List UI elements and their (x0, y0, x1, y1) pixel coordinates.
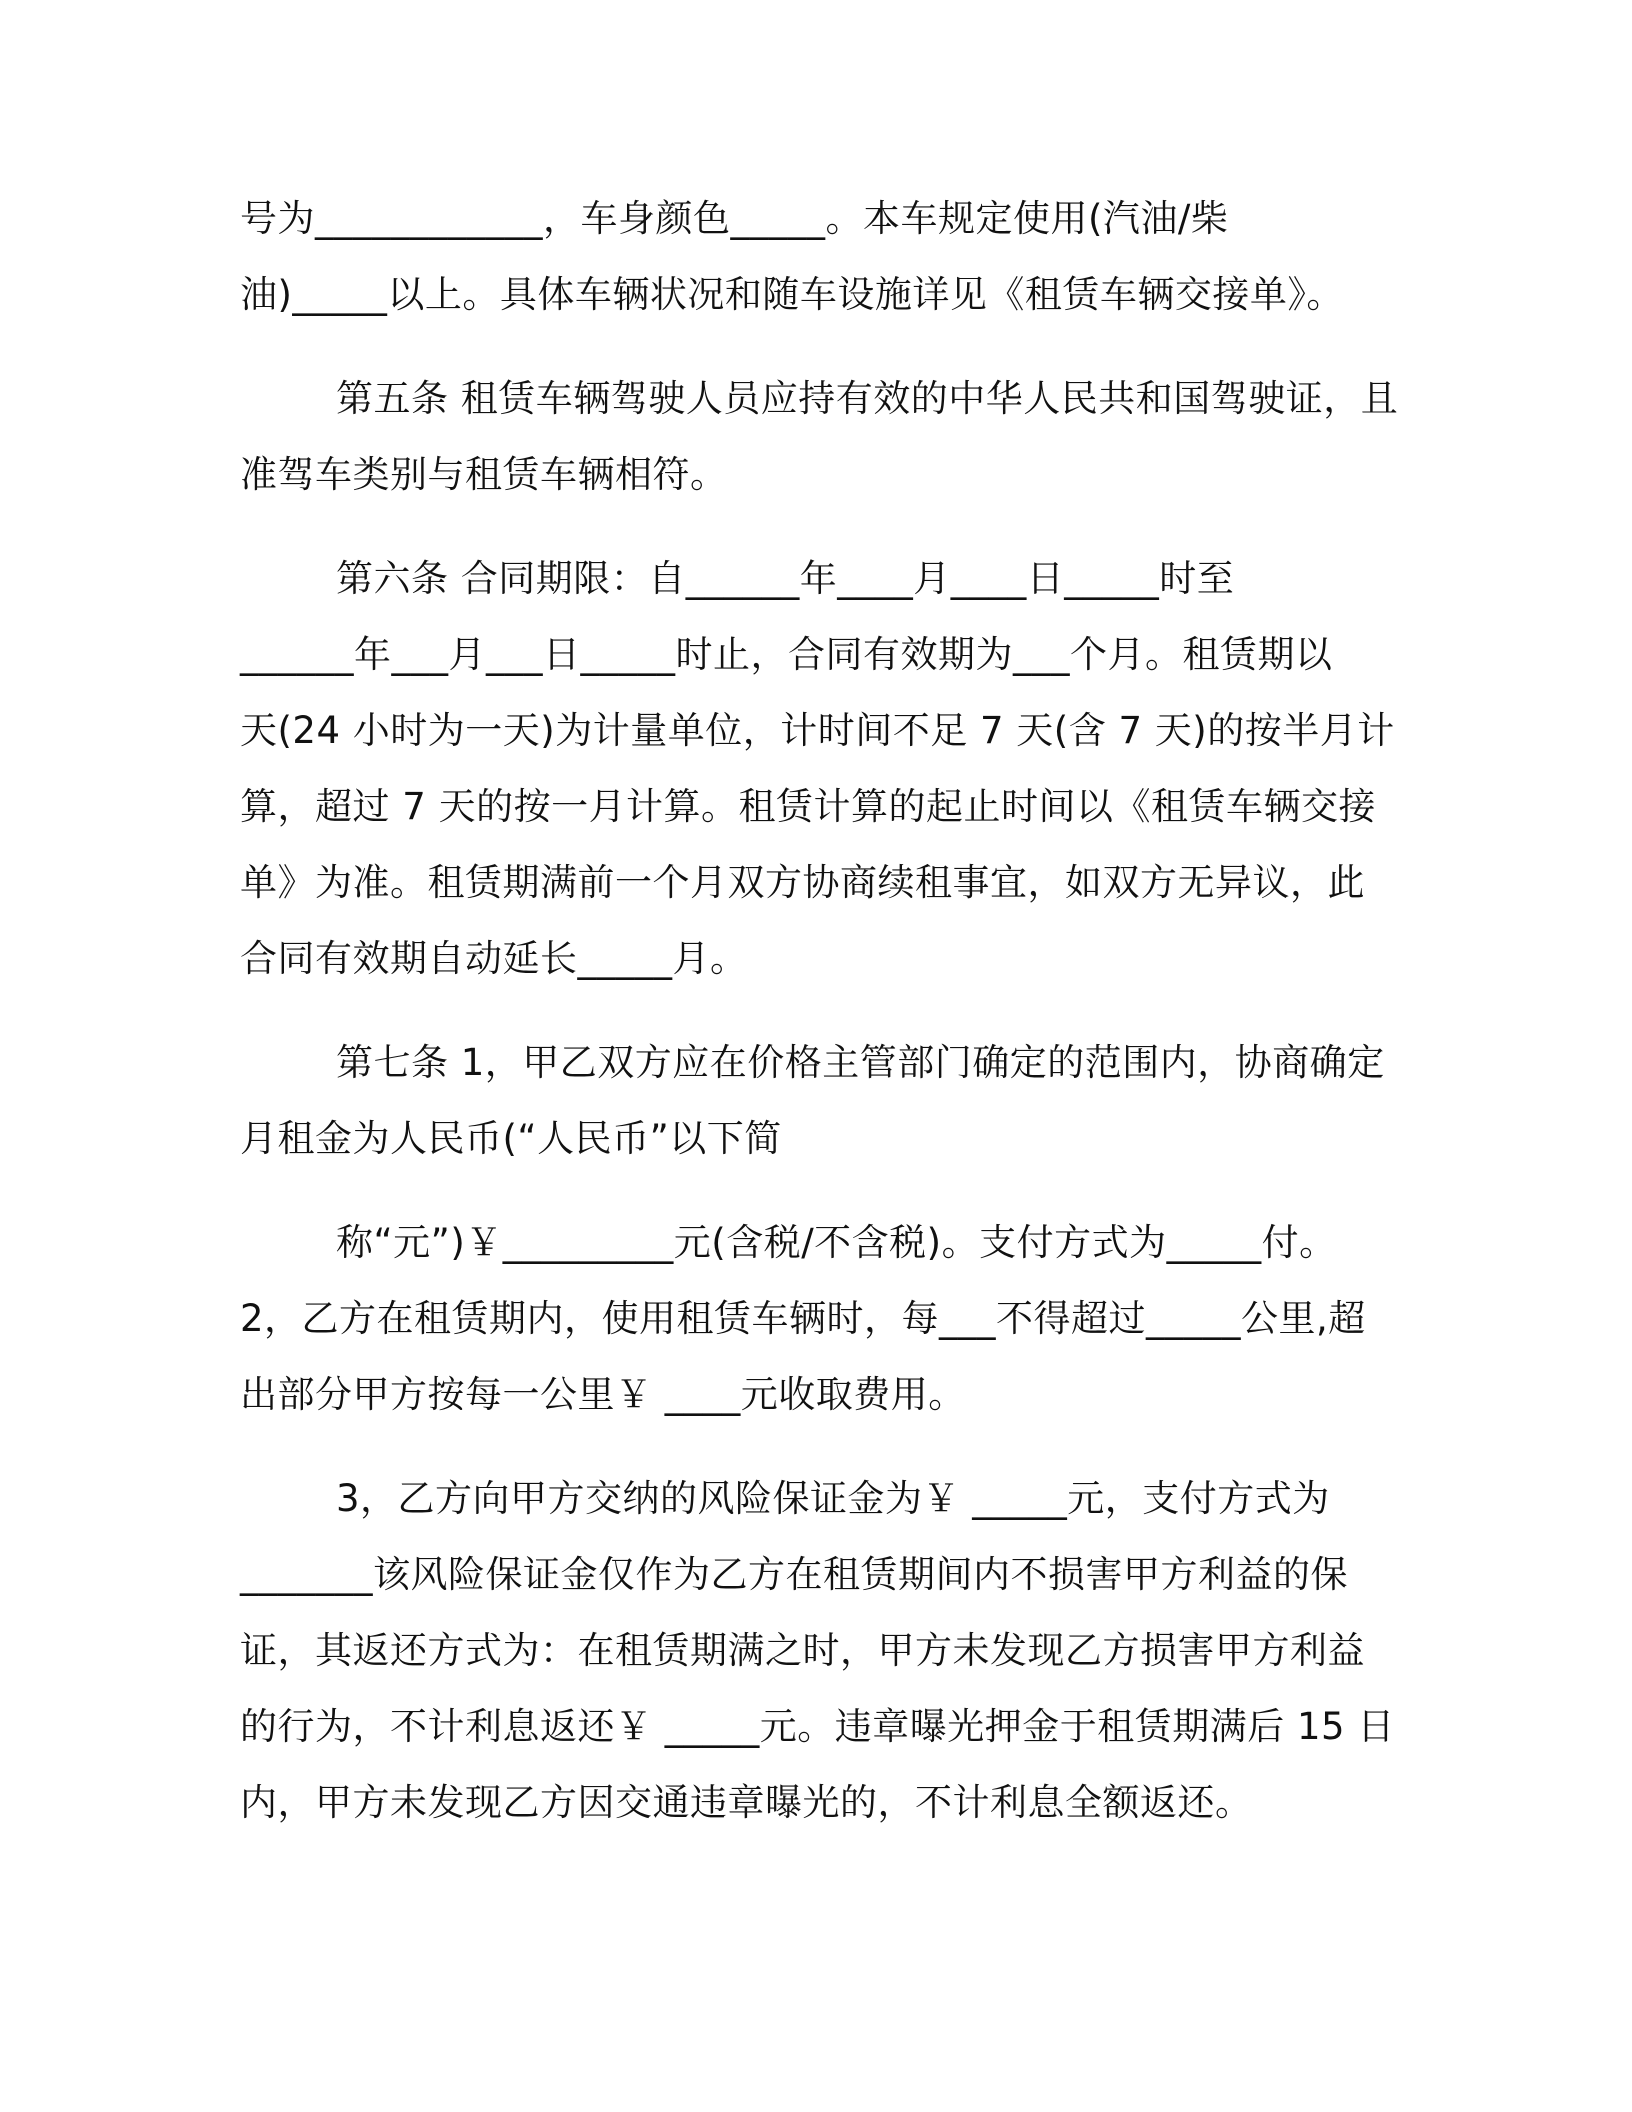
article-6-heading-line: 第六条 合同期限：自______年____月____日_____时至 (336, 557, 1235, 600)
text-line: 的行为，不计利息返还￥ _____元。违章曝光押金于租赁期满后 15 日 (240, 1705, 1395, 1748)
text-line: 合同有效期自动延长_____月。 (240, 937, 748, 980)
text-line: _______该风险保证金仅作为乙方在租赁期间内不损害甲方利益的保 (240, 1553, 1348, 1596)
text-line: ______年___月___日_____时止，合同有效期为___个月。租赁期以 (240, 633, 1333, 676)
text-line: 号为____________，车身颜色_____。本车规定使用(汽油/柴 (240, 197, 1229, 240)
text-line: 2，乙方在租赁期内，使用租赁车辆时，每___不得超过_____公里,超 (240, 1297, 1366, 1340)
article-7-heading-line: 第七条 1，甲乙双方应在价格主管部门确定的范围内，协商确定 (336, 1041, 1385, 1084)
text-line: 准驾车类别与租赁车辆相符。 (240, 453, 728, 496)
text-line: 称“元”)￥_________元(含税/不含税)。支付方式为_____付。 (336, 1221, 1337, 1264)
text-line: 油)_____以上。具体车辆状况和随车设施详见《租赁车辆交接单》。 (240, 273, 1344, 316)
text-line: 3，乙方向甲方交纳的风险保证金为￥ _____元，支付方式为 (336, 1477, 1330, 1520)
text-line: 单》为准。租赁期满前一个月双方协商续租事宜，如双方无异议，此 (240, 861, 1365, 904)
text-line: 证，其返还方式为：在租赁期满之时，甲方未发现乙方损害甲方利益 (240, 1629, 1365, 1672)
text-line: 算，超过 7 天的按一月计算。租赁计算的起止时间以《租赁车辆交接 (240, 785, 1377, 828)
document-page (240, 0, 1399, 2112)
text-line: 月租金为人民币(“人民币”以下简 (240, 1117, 782, 1160)
article-5-heading-line: 第五条 租赁车辆驾驶人员应持有效的中华人民共和国驾驶证，且 (336, 377, 1399, 420)
text-line: 内，甲方未发现乙方因交通违章曝光的，不计利息全额返还。 (240, 1781, 1253, 1824)
text-line: 出部分甲方按每一公里￥ ____元收取费用。 (240, 1373, 966, 1416)
text-line: 天(24 小时为一天)为计量单位，计时间不足 7 天(含 7 天)的按半月计 (240, 709, 1395, 752)
